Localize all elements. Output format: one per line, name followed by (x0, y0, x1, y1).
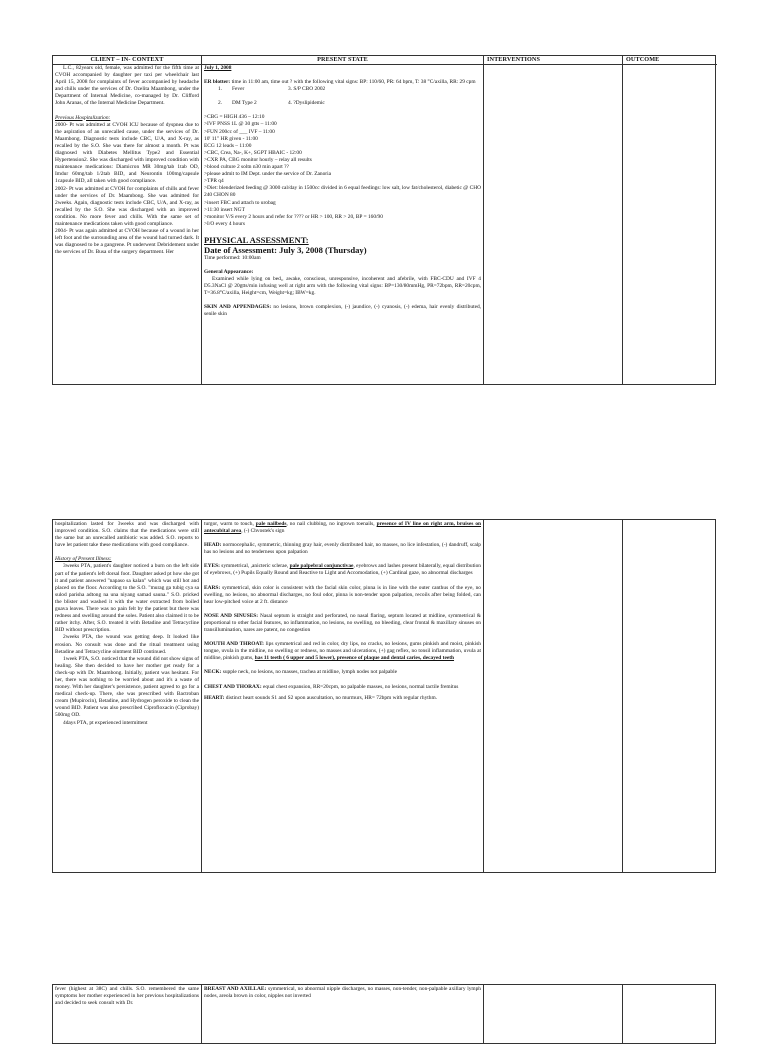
client-context-column (53, 64, 202, 384)
present-illness-3weeks: 3weeks PTA, patient's daughter noticed a burn on the left side part of the patient's left dorsal foot. Daughter asked pt how she got it and patient answered "napaso sa kalan" which was still hot and placed on the floor. According to the S.O. "murag ga tubig cya sa sulod parisha adtong na una niyang samad sauna." S.O. pricked the blister and washed it with the water extracted from boiled guava leaves. There was no pain felt by the patient but there was redness and swelling around the soles. Patient also claimed it to be rather itchy. After, S.O. treated it with Betadine and Tetracycline BID without prescription. (55, 563, 199, 634)
interventions-column-2 (484, 520, 623, 872)
doctor-order: ECG 12 leads – 11:00 (204, 142, 252, 149)
doctors-orders-list (204, 114, 481, 228)
doctor-order: >TPR q4 (204, 178, 224, 185)
hospitalization-2002: 2002- Pt was admitted at CVOH for complaints of chills and fever under the services of Dr. Maambong. She was admitted for 2weeks. Again, diagnostic tests include CBC, U/A, and X-ray, as recalled by the S.O. She was discharged with an improved condition. No more fever and chills. With the same set of maintenance medications taken with good compliance. (55, 185, 199, 227)
present-state-column (202, 64, 484, 384)
header-client-cell (53, 56, 202, 64)
neck-text: supple neck, no lesions, no masses, trachea at midline, lymph nodes not palpable (222, 669, 397, 676)
nose-text: Nasal septum is straight and perforated, no nasal flaring, septum located at midline, symmetrical & proportional to other facial features, no inflammation, no lesions, no swelling, no bleeding, clear frontal & maxillary sinuses on transillumination, nares are patent, no congestion (204, 612, 482, 634)
outcome-column (623, 64, 717, 384)
hospitalization-continued: hospitalization lasted for 3weeks and was discharged with improved condition. S.O. claims that the medications were still the same but an unrecalled antibiotic was added. S.O. reports to have let patient take these medications with good compliance. (55, 521, 199, 549)
interventions-column (484, 64, 623, 384)
er-blotter-text: time in 11:00 am, time out ? with the following vital signs: BP: 110/60, PR: 64 bpm, T: 38 °C/axilla, RR: 29 cpm (231, 79, 476, 86)
doctor-order: 10' 11" HR given - 11:00 (204, 135, 258, 142)
doctor-order: >please admit to IM Dept. under the service of Dr. Zanoria (204, 171, 331, 178)
doctor-order: >FUN 200cc of ___ IVF – 11:00 (204, 128, 275, 135)
chest-label: CHEST AND THORAX: (204, 683, 262, 690)
diagnosis-2-number: 2. (218, 100, 223, 107)
skin-continued-a: turgor, warm to touch, (204, 521, 254, 527)
teeth-finding: has 11 teeth ( 6 upper and 5 lower), presence of plaque and dental caries, decayed teeth (254, 655, 455, 662)
mouth-text: lips symmetrical and red in color, dry lips, no cracks, no lesions, gums pinkish and moist, pinkish tongue, uvula in the midline, no swelling or redness, no masses and ulcerations, (+) gag reflex, no tonsil inflammation, uvula at midline, pinkish gums, (204, 641, 481, 662)
hospitalization-2004: 2004- Pt was again admitted at CVOH because of a wound in her left foot and the surrounding area of the wound had turned dark. It was diagnosed to be a gangrene. Pt underwent Debridement under the services of Dr. Busa of the surgery department. Her (55, 228, 199, 256)
doctor-order: >Diet: blenderized feeding @ 3000 cal/day in 1500cc divided in 6 equal feedings: low salt, low fat/cholesterol, diabetic @ CHO 240 CHON 80 (204, 185, 481, 199)
skin-text: no lesions, brown complexion, (-) jaundice, (-) cyanosis, (-) edema, hair evenly distributed, senile skin (204, 304, 482, 318)
care-plan-table-page-1 (52, 55, 716, 385)
diagnosis-dyslipidemic: 4. ?Dyslipidemic (288, 100, 325, 107)
eyes-text-a: symmetrical, ,anicteric sclerae, (221, 563, 289, 570)
head-text: normocephalic, symmetric, thinning gray hair, evenly distributed hair, no masses, no lice infestation, (-) dandruff, scalp has no lesions and no tenderness upon palpation (204, 542, 481, 556)
doctor-order: >CBC, Crea, Na-, K+, SGPT HBAIC - 12:00 (204, 149, 302, 156)
iv-line-finding: presence of IV line on right arm, bruises on antecubital area (204, 521, 482, 535)
client-intro: L.C., 82years old, female, was admitted for the fifth time at CVOH accompanied by daughter per taxi per wheelchair last April 15, 2008 for complaints of fever accompanied by headache and chills under the services of Dr. Ozelita Maambong, under the Department of Internal Medicine, co-managed by Dr. Clifford John Aranas, of the Internal Medicine Department. (55, 65, 199, 107)
present-illness-2weeks: 2weeks PTA, the wound was getting deep. It looked like erosion. No consult was done and the ritual treatment using Betadine and Tetracycline ointment BID continued. (55, 634, 199, 655)
header-outcome: OUTCOME (623, 56, 717, 65)
general-appearance-text: Examined while lying on bed,, awake, conscious, unresponsive, incoherent and afebrile, with FBC-CDU and IVF 4 D5.3NaCl @ 20gtts/min infusing well at right arm with the following vital signs: BP=130/80mmHg, PR=72bpm, RR=20cpm, T=36.8°C/axilla, Height=cm, Weight=kg; IBW=kg. (204, 276, 481, 297)
diagnosis-dm: DM Type 2 (232, 100, 257, 107)
diagnosis-1-number: 1. (218, 86, 223, 93)
outcome-column-3 (623, 985, 717, 1043)
skin-continued-b: , no nail clubbing, no ingrown toenails, (286, 521, 375, 527)
neck-label: NECK: (204, 669, 222, 676)
mouth-label: MOUTH AND THROAT: (204, 641, 264, 648)
present-illness-title: History of Present Illness: (55, 556, 112, 563)
doctor-order: >insert FBC and attach to urobag (204, 199, 276, 206)
head-label: HEAD: (204, 542, 222, 549)
client-context-column-2 (53, 520, 202, 872)
physical-assessment-title: PHYSICAL ASSESSMENT: (204, 234, 309, 245)
breast-text: symmetrical, no abnormal nipple discharges, no masses, non-tender, non-palpable axillary lymph nodes, areola brown in color, nipples not inverted (204, 986, 481, 1000)
outcome-column-2 (623, 520, 717, 872)
diagnosis-cbo: 3. S/P CBO 2002 (288, 86, 326, 93)
pale-nailbeds: pale nailbeds (255, 521, 287, 527)
header-present: PRESENT STATE (202, 56, 483, 65)
heart-label: HEART: (204, 694, 225, 701)
chest-text: equal chest expansion, RR=20cpm, no palpable masses, no lesions, normal tactile fremitus (262, 683, 459, 690)
present-state-column-2 (202, 520, 484, 872)
time-performed: Time performed: 10:00am (204, 254, 261, 261)
ears-text: symmetrical, skin color is consistent with the facial skin color, pinna is in line with the outer canthus of the eye, no swelling, no lesions, no abnormal discharges, no foul odor, pinna is non-tender upon palpation, recoils after being folded, can hear low-pitched voice at 2 ft. distance (204, 584, 481, 605)
nose-label: NOSE AND SINUSES: (204, 612, 259, 619)
doctor-order: >IVF PNSS 1L @ 30 gtts – 11:00 (204, 121, 277, 128)
care-plan-table-page-2 (52, 519, 716, 873)
present-illness-continued: fever (highest at 38C) and chills. S.O. remembered the same symptoms her mother experienced in her previous hospitalizations and decided to seek consult with Dr. (55, 986, 199, 1007)
present-illness-1week: 1week PTA, S.O. noticed that the wound did not show signs of healing. She then decided to have her mother get ready for a check-up with Dr. Maambong. Initially, patient was hesitant. For her, there was nothing to be worried about and it's a waste of money. With her daughter's persistence, patient agreed to go for a medical check-up. There, she was prescribed with Bactroban cream (Mupirocin), Betadine, and Hydrogen peroxide to clean the wound BID. Patient was also prescribed Ciprofloxacin (Ciprobay) 500mg OD. (55, 655, 199, 719)
pale-conjunctivae: pale palpebral conjunctivae (289, 563, 354, 570)
skin-continued-c: , (-) Chvostek's sign (241, 528, 285, 535)
header-present-cell (202, 56, 484, 64)
interventions-column-3 (484, 985, 623, 1043)
previous-hospitalization-title: Previous Hospitalization: (55, 114, 111, 121)
care-plan-table-page-3 (52, 984, 716, 1044)
breast-label: BREAST AND AXILLAE: (204, 986, 267, 992)
header-client: CLIENT – IN- CONTEXT (53, 56, 201, 65)
doctor-order: >11:30 insert NGT (204, 206, 245, 213)
doctor-order: >blood culture 2 soltn n30 min apart ?? (204, 164, 289, 171)
assessment-date: Date of Assessment: July 3, 2008 (Thursday) (204, 244, 367, 255)
hospitalization-2000: 2000- Pt was admitted at CVOH ICU because of dyspnea due to the aspiration of an unrecalled cause, under the services of Dr. Maambong. Diagnostic tests include CBC, U/A, and X-ray, as recalled by the S.O. She was there for almost a month. Pt was diagnosed with Diabetes Mellitus Type2 and Essential Hypertension2. She was discharged with improved condition with maintenance medications: Diamicron MR 30mg/tab 1tab OD, Imdur 60mg/tab 1/2tab BID, and Neurontin 100mg/capsule 1capsule BID, all taken with good compliance. (55, 121, 199, 185)
header-interventions: INTERVENTIONS (484, 56, 622, 65)
client-context-column-3 (53, 985, 202, 1043)
present-illness-4days: 4days PTA, pt experienced intermittent (63, 719, 148, 726)
header-outcome-cell (623, 56, 717, 64)
present-state-column-3 (202, 985, 484, 1043)
skin-label: SKIN AND APPENDAGES: (204, 304, 272, 311)
eyes-label: EYES: (204, 563, 220, 570)
ears-label: EARS: (204, 584, 221, 591)
er-blotter-label: ER blotter: (204, 79, 231, 86)
doctor-order: >CXR PA, CBG monitor hourly – relay all results (204, 156, 312, 163)
general-appearance-label: General Appearance: (204, 268, 254, 275)
eyes-text-b: , eyebrows and lashes present bilaterally, equal distribution of eyebrows, (+) Pupils Equally Round and Reactive to Light and Accomodation, (+) Cardinal gaze, no abnormal discharges (204, 563, 481, 577)
doctor-order: >I/O every 4 hours (204, 220, 245, 227)
admission-date: July 1, 2008 (204, 65, 232, 71)
doctor-order: >monitor V/S every 2 hours and refer for ???? or HR > 100, RR > 20, BP = 160/90 (204, 213, 383, 220)
header-interventions-cell (484, 56, 623, 64)
doctor-order: >CBG = HIGH 436 – 12:10 (204, 114, 265, 121)
diagnosis-fever: Fever (232, 86, 245, 93)
heart-text: distinct heart sounds S1 and S2 upon auscultation, no murmurs, HR= 72bpm with regular rhythm. (225, 694, 438, 701)
